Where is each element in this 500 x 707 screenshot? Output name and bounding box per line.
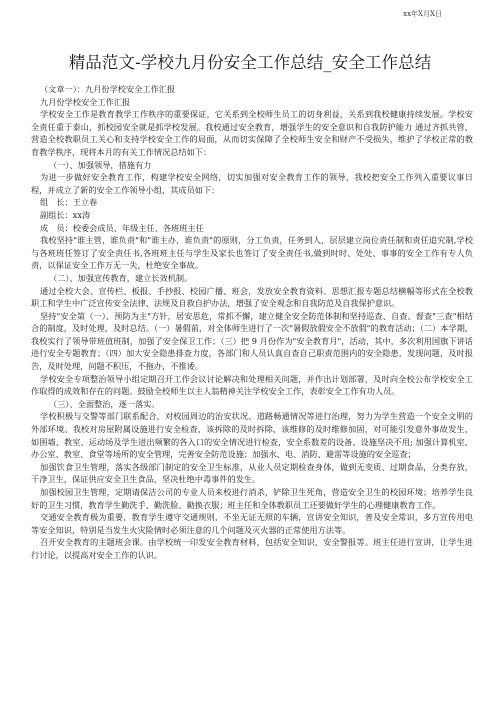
paragraph: 学校积极与交警等部门联系配合，对校园周边的治安状况、道路畅通情况等进行治理，努力为学生营造一个安全文明的外部环境。我校对房屋附属设施进行安全检查，该拆除的及时拆除，该维修的及时维修加固，对可能引发意外事故发生，如围墙、教室、运动场及学生进出频繁的各入口的安全情况进行检查，安全系数差的设备、设施坚决不用; 加强计算机室、办公室、教室、食堂等场所的安全管理，完善安全防范设施；加强水、电、消防、避雷等设施的安全巡查； bbox=[31, 411, 473, 460]
paragraph: 组 长：王立春 bbox=[40, 197, 98, 208]
paragraph: （文章一）：九月份学校安全工作汇报 bbox=[40, 84, 176, 94]
paragraph: 通过全校大会、宣传栏、板报、手抄报、校园广播、班会，发放安全教育资料、思想汇报专题总结横幅等形式在全校教职工和学生中广泛宣传安全法律、法规及自救自护办法，增强了安全观念和自我防范及自我保护意识。 bbox=[31, 285, 473, 309]
paragraph: 交通安全教育极为重要，教育学生遵守交通规则，不坐无证无照的车辆，宣讲安全知识，普及安全常识，多方宣传用电等安全知识，特别是当发生火灾险情时必须注意的几个问题及灭火器的正常使用方法等。 bbox=[31, 512, 473, 535]
paragraph: （二）、加强宣传教育，建立长效机制。 bbox=[49, 272, 193, 283]
paragraph: （一）、加强领导，措施有力 bbox=[49, 159, 152, 170]
paragraph: 九月份学校安全工作汇报 bbox=[40, 96, 131, 107]
paragraph: 加强校园卫生管理，定期请保洁公司的专业人员来校进行消杀，铲除卫生死角，营造安全卫生的校园环境；培养学生良好的卫生习惯，教育学生勤洗手、勤洗脸、勤换衣服；班主任和全体教职员工还要做好学生的心理健康教育工作。 bbox=[31, 487, 473, 510]
paragraph: 成 员：校委会成员、年级主任、各班班主任 bbox=[40, 222, 204, 233]
paragraph: 学校安全专项整治领导小组定期召开工作会议讨论解决和处理相关问题，并作出计划部署，及时向全校公布学校安全工作取得的成效和存在的问题。鼓励全校师生以主人翁精神关注学校安全工作，表彰安全工作有功人员。 bbox=[31, 373, 473, 397]
document-title: 精品范文-学校九月份安全工作总结_安全工作总结 bbox=[68, 53, 432, 72]
paragraph: 加强饮食卫生管理，落实各级部门制定的安全卫生标准，从业人员定期检查身体，做到无变质、过期食品，分类存放，干净卫生，保证供应安全卫生食品，坚决杜绝中毒事件的发生。 bbox=[31, 461, 473, 485]
paragraph: 召开安全教育的主题班会课。由学校统一印发安全教育材料，包括安全知识，安全警报等。班主任进行宣讲，让学生进行讨论，以提高对安全工作的认识。 bbox=[31, 537, 473, 560]
paragraph: 副组长：xx涛 bbox=[40, 209, 91, 220]
paragraph: 坚持"安全第（一）、预防为主"方针，居安思危，常抓不懈，建立健全安全防范体制和坚持巡查、自查、督查"三查"相结合的制度，及时处理，及时总结。（一）暑假前，对全体师生进行了一次"暑假放假安全不放假"的教育活动；（二）本学期，我校实行了领导带班值班制，加强了安全保卫工作；（三）把 9 月份作为"安全教育月"，活动，其中，多次利用国旗下讲话进行安全专题教育；（四）加大安全隐患排查力度，各部门和人员认真自查自己职责范围内的安全隐患，发现问题，及时报告，及时处理，问题不积压，不拖办，不推诿。 bbox=[31, 310, 473, 372]
paragraph: （三）、全面整治，逐一落实。 bbox=[49, 398, 160, 409]
document-date: xx年X月X日 bbox=[403, 10, 442, 18]
document-body bbox=[31, 83, 473, 562]
paragraph: 为进一步做好安全教育工作，构建学校安全网络，切实加强对安全教育工作的领导，我校把安全工作列入重要议事日程，并成立了新的安全工作领导小组，其成员如下： bbox=[31, 172, 473, 195]
paragraph: 学校安全工作是教育教学工作秩序的重要保证，它关系到全校师生员工的切身利益，关系到我校健康持续发展。学校安全责任重于泰山，抓校园安全就是抓学校发展。我校通过安全教育，增强学生的安全意识和自我防护能力 通过齐抓共管，营造全校教职员工关心和支持学校安全工作的局面，从而切实保障了全校师生安全和财产不受损失，维护了学校正常的教育教学秩序，现将本月的有关工作情况总结如下： bbox=[31, 109, 473, 157]
paragraph: 我校坚持"谁主管，谁负责"和"谁主办，谁负责"的原则，分工负责，任务到人，层层建立岗位责任制和责任追究制,学校与各班班任签订了安全责任书,各班班主任与学生及家长也签订了安全责任书,做到时时、处处、事事的安全工作有专人负责，以保证安全工作万无一失，杜绝安全事故。 bbox=[31, 235, 473, 271]
